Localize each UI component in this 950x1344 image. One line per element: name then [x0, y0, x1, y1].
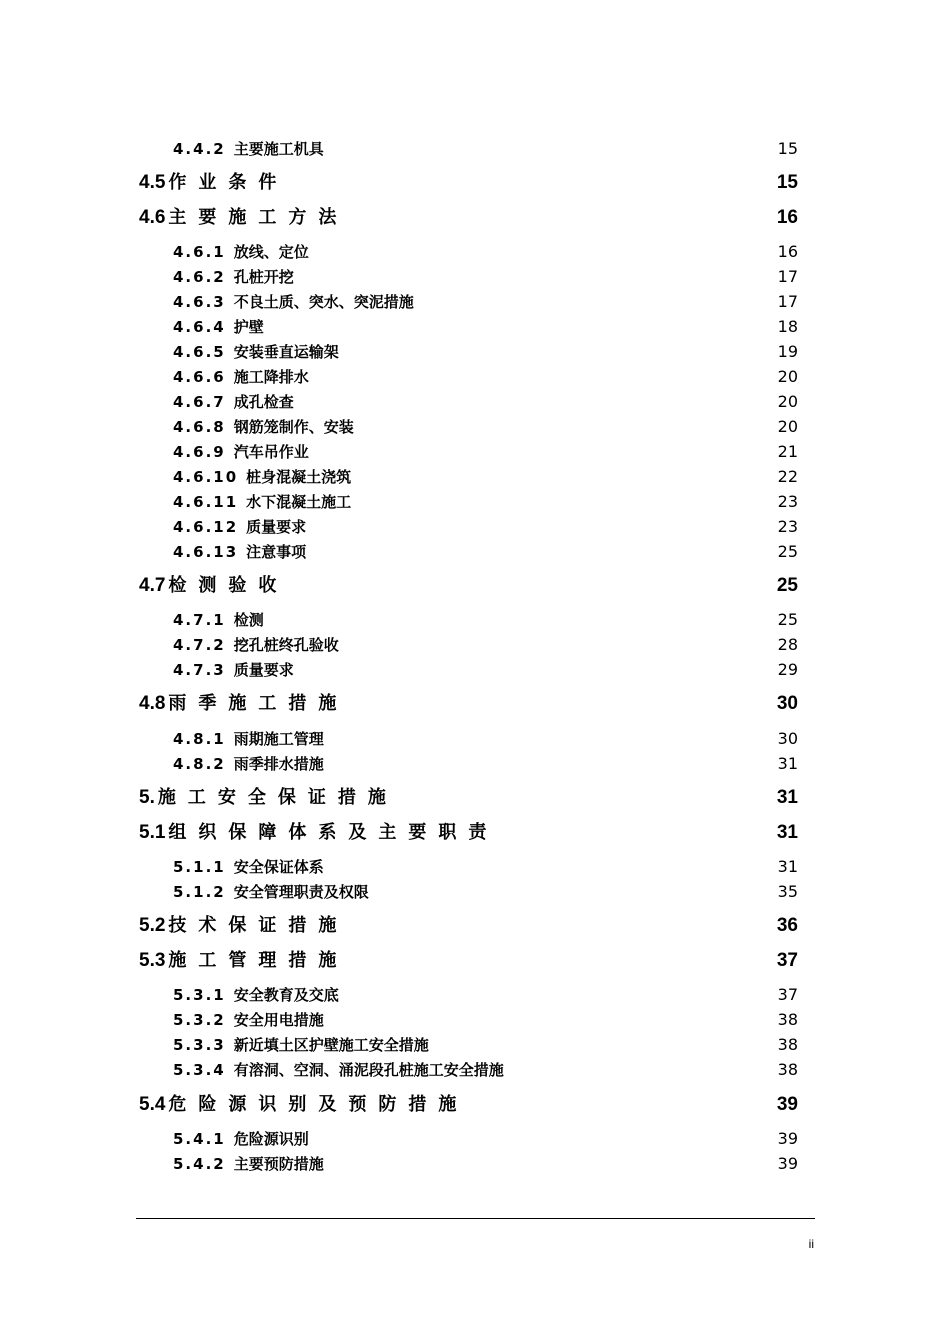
toc-section-entry[interactable]: [0, 1093, 950, 1123]
toc-entry-label: [173, 1035, 429, 1055]
toc-entry-page: 38: [777, 1035, 798, 1054]
toc-entry-number: 4.8: [139, 693, 166, 714]
toc-entry-title: 技术保证措施: [168, 915, 349, 936]
toc-entry-page: 38: [777, 1010, 798, 1029]
toc-entry-number: 4.8.2: [173, 755, 226, 773]
toc-entry-label: [173, 857, 324, 877]
footer-page-number: ii: [808, 1237, 814, 1251]
toc-entry-number: 4.6: [139, 207, 166, 228]
toc-entry-title: 雨季施工措施: [168, 693, 349, 714]
toc-section-entry[interactable]: [0, 692, 950, 722]
toc-entry-title: 桩身混凝土浇筑: [246, 468, 352, 486]
toc-entry-page: 39: [777, 1129, 798, 1148]
toc-entry-title: 主要施工方法: [168, 207, 349, 228]
toc-entry-number: 5.1.2: [173, 883, 226, 901]
toc-entry-number: 4.4.2: [173, 140, 226, 158]
toc-entry-title: 水下混凝土施工: [246, 493, 352, 511]
toc-entry-number: 4.6.3: [173, 293, 226, 311]
toc-entry-number: 5.3.3: [173, 1036, 226, 1054]
toc-entry-number: 5.2: [139, 915, 166, 936]
toc-entry-label: [173, 139, 324, 159]
toc-entry-page: 19: [777, 342, 798, 361]
footer-rule: [136, 1218, 815, 1219]
toc-entry-number: 5.: [139, 787, 155, 808]
toc-entry-label: [173, 242, 309, 262]
toc-entry-title: 护壁: [233, 318, 264, 336]
toc-entry-number: 4.7.2: [173, 636, 226, 654]
toc-entry-label: [173, 467, 351, 487]
toc-entry-number: 4.6.12: [173, 518, 239, 536]
toc-section-entry[interactable]: [0, 786, 950, 816]
toc-entry-number: 4.6.5: [173, 343, 226, 361]
toc-section-entry[interactable]: [0, 206, 950, 236]
toc-entry-page: 25: [776, 575, 798, 596]
toc-entry-number: 4.7: [139, 575, 166, 596]
toc-entry-page: 23: [777, 517, 798, 536]
toc-entry-title: 新近填土区护壁施工安全措施: [233, 1036, 429, 1054]
toc-subsection-entry[interactable]: [0, 660, 950, 690]
toc-entry-label: [139, 574, 288, 598]
toc-entry-label: [173, 342, 339, 362]
toc-entry-title: 成孔检查: [233, 393, 294, 411]
toc-entry-label: [173, 1060, 504, 1080]
toc-entry-title: 主要施工机具: [233, 140, 324, 158]
toc-entry-title: 有溶洞、空洞、涌泥段孔桩施工安全措施: [233, 1061, 504, 1079]
toc-entry-label: [139, 786, 398, 810]
toc-entry-label: [173, 985, 339, 1005]
toc-entry-label: [173, 882, 369, 902]
toc-entry-page: 31: [776, 787, 798, 808]
toc-subsection-entry[interactable]: [0, 1060, 950, 1090]
toc-entry-number: 5.3.4: [173, 1061, 226, 1079]
toc-entry-number: 5.4.1: [173, 1130, 226, 1148]
toc-entry-page: 16: [776, 207, 798, 228]
toc-section-entry[interactable]: [0, 949, 950, 979]
toc-entry-page: 36: [776, 915, 798, 936]
toc-entry-title: 孔桩开挖: [233, 268, 294, 286]
toc-entry-page: 18: [777, 317, 798, 336]
toc-entry-page: 31: [776, 822, 798, 843]
toc-entry-page: 17: [777, 267, 798, 286]
toc-entry-number: 4.6.8: [173, 418, 226, 436]
toc-entry-number: 5.1: [139, 822, 166, 843]
toc-entry-label: [139, 914, 348, 938]
toc-entry-title: 检测验收: [168, 575, 289, 596]
toc-entry-title: 安全教育及交底: [233, 986, 339, 1004]
toc-entry-number: 4.6.11: [173, 493, 239, 511]
toc-subsection-entry[interactable]: [0, 754, 950, 784]
toc-entry-number: 5.3.1: [173, 986, 226, 1004]
toc-entry-title: 安全用电措施: [233, 1011, 324, 1029]
toc-entry-page: 39: [776, 1094, 798, 1115]
toc-entry-title: 雨期施工管理: [233, 730, 324, 748]
toc-entry-label: [173, 610, 264, 630]
toc-entry-label: [139, 206, 348, 230]
toc-entry-number: 5.3: [139, 950, 166, 971]
toc-entry-number: 4.7.1: [173, 611, 226, 629]
toc-entry-title: 质量要求: [233, 661, 294, 679]
toc-entry-number: 4.6.1: [173, 243, 226, 261]
toc-section-entry[interactable]: [0, 171, 950, 201]
toc-entry-page: 31: [777, 857, 798, 876]
toc-entry-label: [173, 292, 414, 312]
toc-entry-label: [173, 417, 354, 437]
toc-entry-number: 5.1.1: [173, 858, 226, 876]
toc-entry-number: 4.6.10: [173, 468, 239, 486]
toc-entry-title: 安装垂直运输架: [233, 343, 339, 361]
toc-entry-page: 39: [777, 1154, 798, 1173]
toc-entry-page: 28: [777, 635, 798, 654]
toc-entry-number: 5.4: [139, 1094, 166, 1115]
toc-entry-page: 16: [777, 242, 798, 261]
toc-entry-page: 30: [777, 729, 798, 748]
toc-entry-number: 5.3.2: [173, 1011, 226, 1029]
toc-entry-page: 25: [777, 610, 798, 629]
toc-entry-page: 17: [777, 292, 798, 311]
toc-entry-page: 37: [776, 950, 798, 971]
toc-entry-label: [173, 635, 339, 655]
toc-entry-number: 4.6.4: [173, 318, 226, 336]
toc-entry-title: 放线、定位: [233, 243, 309, 261]
toc-subsection-entry[interactable]: [0, 1154, 950, 1184]
toc-entry-label: [173, 517, 306, 537]
toc-entry-page: 15: [777, 139, 798, 158]
toc-section-entry[interactable]: [0, 914, 950, 944]
toc-entry-label: [139, 692, 348, 716]
toc-entry-label: [139, 821, 498, 845]
toc-entry-title: 施工降排水: [233, 368, 309, 386]
toc-section-entry[interactable]: [0, 574, 950, 604]
toc-entry-label: [173, 542, 306, 562]
toc-entry-page: 29: [777, 660, 798, 679]
toc-entry-number: 5.4.2: [173, 1155, 226, 1173]
toc-entry-page: 15: [776, 172, 798, 193]
toc-entry-label: [173, 1129, 309, 1149]
toc-subsection-entry[interactable]: [0, 542, 950, 572]
toc-entry-title: 检测: [233, 611, 264, 629]
toc-entry-page: 37: [777, 985, 798, 1004]
toc-entry-number: 4.6.9: [173, 443, 226, 461]
toc-entry-page: 25: [777, 542, 798, 561]
toc-entry-title: 施工管理措施: [168, 950, 349, 971]
toc-section-entry[interactable]: [0, 821, 950, 851]
toc-entry-label: [173, 317, 264, 337]
toc-entry-title: 注意事项: [246, 543, 307, 561]
toc-entry-title: 不良土质、突水、突泥措施: [233, 293, 414, 311]
toc-entry-label: [173, 754, 324, 774]
toc-entry-page: 38: [777, 1060, 798, 1079]
toc-entry-title: 施工安全保证措施: [157, 787, 398, 808]
toc-entry-page: 22: [777, 467, 798, 486]
toc-entry-title: 安全保证体系: [233, 858, 324, 876]
toc-entry-page: 20: [777, 367, 798, 386]
toc-entry-number: 4.8.1: [173, 730, 226, 748]
toc-entry-label: [173, 1154, 324, 1174]
toc-entry-title: 危险源识别及预防措施: [168, 1094, 469, 1115]
toc-entry-number: 4.6.13: [173, 543, 239, 561]
toc-subsection-entry[interactable]: [0, 139, 950, 169]
toc-entry-title: 主要预防措施: [233, 1155, 324, 1173]
toc-entry-number: 4.5: [139, 172, 166, 193]
toc-entry-label: [173, 729, 324, 749]
toc-entry-label: [139, 171, 288, 195]
toc-entry-label: [173, 660, 294, 680]
toc-entry-label: [173, 1010, 324, 1030]
toc-subsection-entry[interactable]: [0, 882, 950, 912]
toc-entry-title: 作业条件: [168, 172, 289, 193]
toc-entry-title: 汽车吊作业: [233, 443, 309, 461]
toc-entry-page: 31: [777, 754, 798, 773]
toc-entry-title: 钢筋笼制作、安装: [233, 418, 354, 436]
toc-entry-title: 危险源识别: [233, 1130, 309, 1148]
toc-entry-page: 20: [777, 417, 798, 436]
toc-entry-number: 4.6.2: [173, 268, 226, 286]
toc-entry-page: 20: [777, 392, 798, 411]
toc-entry-number: 4.6.7: [173, 393, 226, 411]
toc-entry-label: [173, 492, 351, 512]
toc-entry-title: 质量要求: [246, 518, 307, 536]
toc-entry-title: 雨季排水措施: [233, 755, 324, 773]
toc-entry-title: 组织保障体系及主要职责: [168, 822, 499, 843]
toc-entry-label: [139, 1093, 468, 1117]
toc-entry-page: 35: [777, 882, 798, 901]
toc-entry-label: [173, 267, 294, 287]
toc-entry-label: [139, 949, 348, 973]
toc-entry-title: 挖孔桩终孔验收: [233, 636, 339, 654]
toc-entry-title: 安全管理职责及权限: [233, 883, 369, 901]
toc-entry-page: 23: [777, 492, 798, 511]
toc-entry-label: [173, 442, 309, 462]
toc-entry-label: [173, 392, 294, 412]
toc-entry-number: 4.7.3: [173, 661, 226, 679]
toc-entry-number: 4.6.6: [173, 368, 226, 386]
toc-entry-label: [173, 367, 309, 387]
toc-entry-page: 30: [776, 693, 798, 714]
toc-entry-page: 21: [777, 442, 798, 461]
